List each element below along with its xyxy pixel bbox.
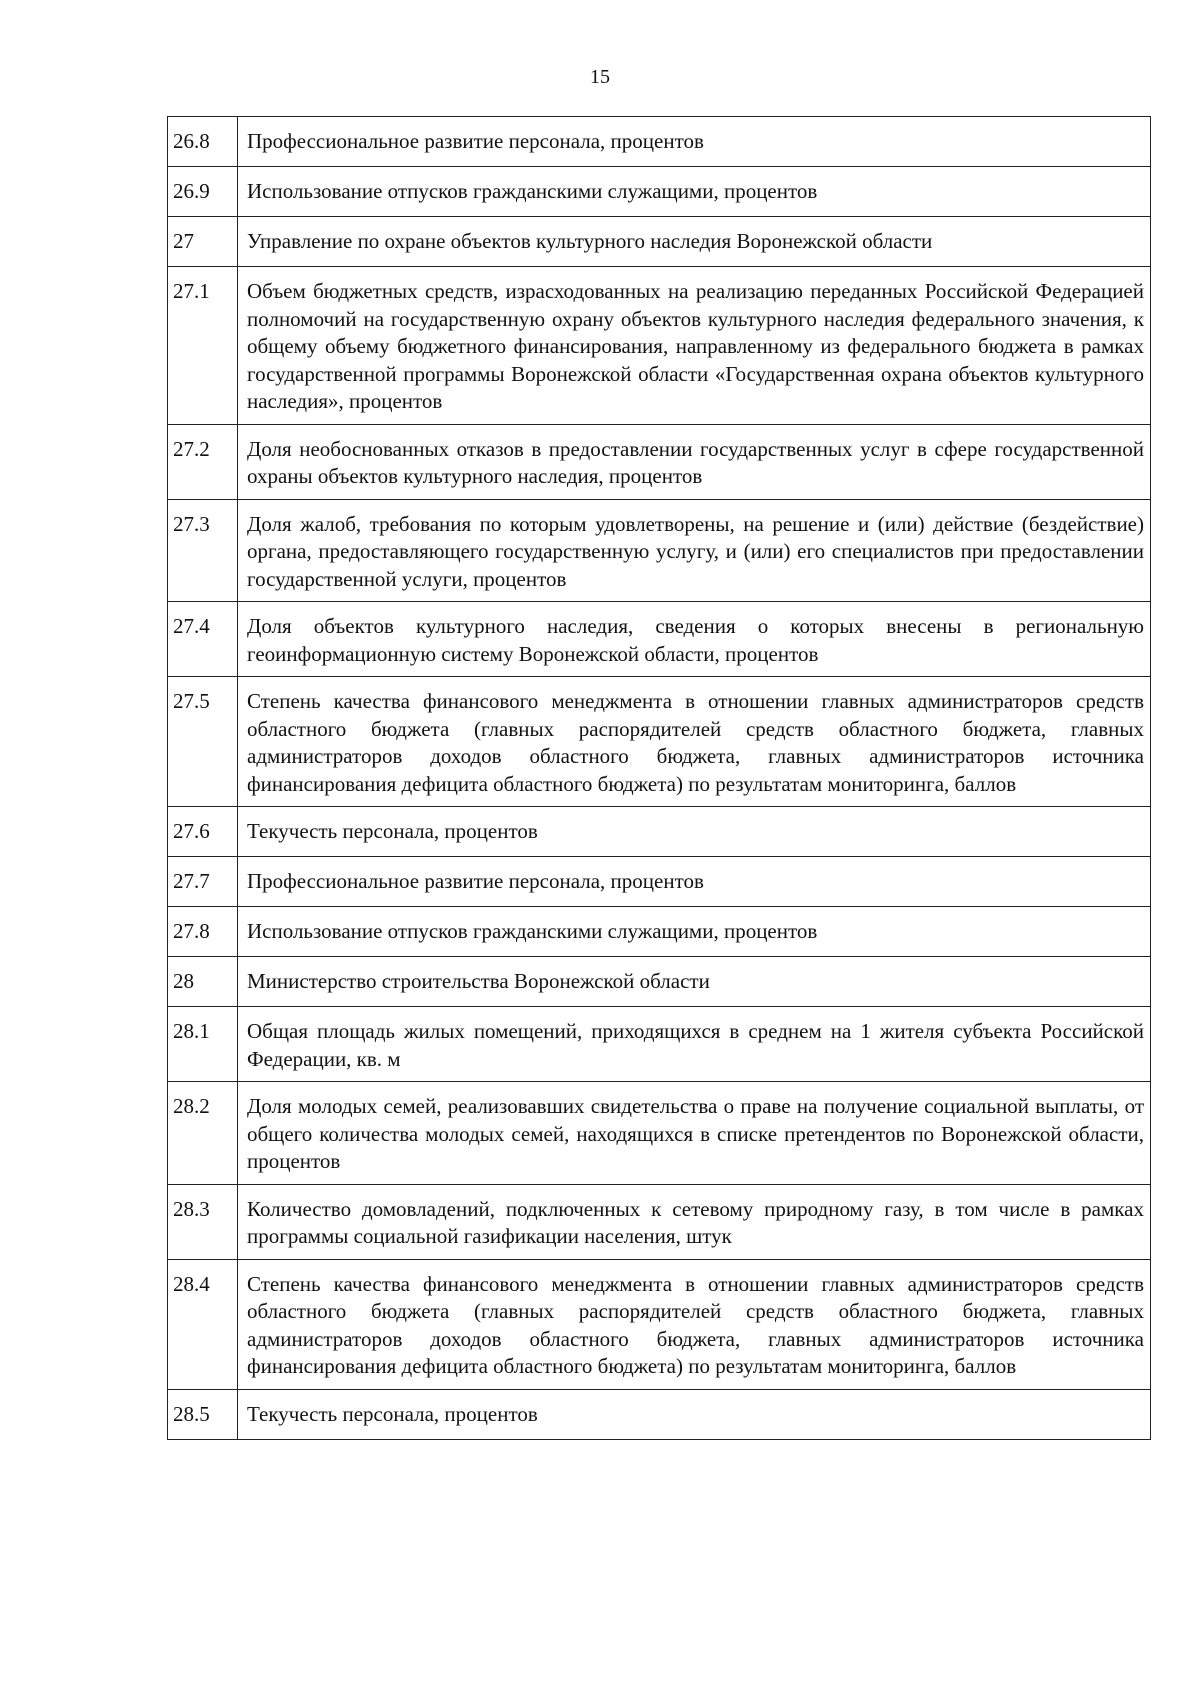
row-text: Профессиональное развитие персонала, процентов: [238, 117, 1151, 167]
row-number: 27: [168, 217, 238, 267]
row-number: 27.3: [168, 499, 238, 602]
row-number: 27.8: [168, 907, 238, 957]
table-row: [168, 499, 1151, 602]
row-text: Профессиональное развитие персонала, процентов: [238, 857, 1151, 907]
table-row: [168, 907, 1151, 957]
table-row: [168, 857, 1151, 907]
row-text: Доля необоснованных отказов в предоставлении государственных услуг в сфере государственной охраны объектов культурного наследия, процентов: [238, 424, 1151, 499]
row-text: Доля объектов культурного наследия, сведения о которых внесены в региональную геоинформационную систему Воронежской области, процентов: [238, 602, 1151, 677]
row-number: 28: [168, 957, 238, 1007]
row-number: 28.3: [168, 1184, 238, 1259]
table-row: [168, 807, 1151, 857]
row-text: Общая площадь жилых помещений, приходящихся в среднем на 1 жителя субъекта Российской Федерации, кв. м: [238, 1007, 1151, 1082]
row-text: Использование отпусков гражданскими служащими, процентов: [238, 907, 1151, 957]
table-row: [168, 1184, 1151, 1259]
table-row: [168, 1082, 1151, 1185]
table-row: [168, 1259, 1151, 1389]
row-number: 26.8: [168, 117, 238, 167]
indicators-table: [167, 116, 1151, 1440]
row-text: Доля жалоб, требования по которым удовлетворены, на решение и (или) действие (бездействие) органа, предоставляющего государственную услугу, и (или) его специалистов при предоставлении государственной услуги, процентов: [238, 499, 1151, 602]
table-row: [168, 1389, 1151, 1439]
row-number: 28.1: [168, 1007, 238, 1082]
table-row: [168, 117, 1151, 167]
row-text: Управление по охране объектов культурного наследия Воронежской области: [238, 217, 1151, 267]
row-number: 28.5: [168, 1389, 238, 1439]
row-text: Использование отпусков гражданскими служащими, процентов: [238, 167, 1151, 217]
table-row: [168, 602, 1151, 677]
row-text: Количество домовладений, подключенных к сетевому природному газу, в том числе в рамках программы социальной газификации населения, штук: [238, 1184, 1151, 1259]
row-number: 27.4: [168, 602, 238, 677]
row-text: Объем бюджетных средств, израсходованных на реализацию переданных Российской Федерацией полномочий на государственную охрану объектов культурного наследия федерального значения, к общему объему бюджетного финансирования, направленному из федерального бюджета в рамках государственной программы Воронежской области «Государственная охрана объектов культурного наследия», процентов: [238, 267, 1151, 425]
row-text: Текучесть персонала, процентов: [238, 1389, 1151, 1439]
table-row: [168, 1007, 1151, 1082]
table-row: [168, 957, 1151, 1007]
row-number: 27.2: [168, 424, 238, 499]
row-number: 26.9: [168, 167, 238, 217]
row-text: Текучесть персонала, процентов: [238, 807, 1151, 857]
table-row: [168, 677, 1151, 807]
row-text: Министерство строительства Воронежской области: [238, 957, 1151, 1007]
row-text: Доля молодых семей, реализовавших свидетельства о праве на получение социальной выплаты, от общего количества молодых семей, находящихся в списке претендентов по Воронежской области, процентов: [238, 1082, 1151, 1185]
page-number: 15: [590, 66, 610, 88]
table-row: [168, 267, 1151, 425]
row-number: 27.1: [168, 267, 238, 425]
table-row: [168, 167, 1151, 217]
row-number: 28.4: [168, 1259, 238, 1389]
table-row: [168, 217, 1151, 267]
row-text: Степень качества финансового менеджмента в отношении главных администраторов средств областного бюджета (главных распорядителей средств областного бюджета, главных администраторов доходов областного бюджета, главных администраторов источника финансирования дефицита областного бюджета) по результатам мониторинга, баллов: [238, 677, 1151, 807]
table-row: [168, 424, 1151, 499]
row-number: 27.5: [168, 677, 238, 807]
row-text: Степень качества финансового менеджмента в отношении главных администраторов средств областного бюджета (главных распорядителей средств областного бюджета, главных администраторов доходов областного бюджета, главных администраторов источника финансирования дефицита областного бюджета) по результатам мониторинга, баллов: [238, 1259, 1151, 1389]
row-number: 27.7: [168, 857, 238, 907]
row-number: 27.6: [168, 807, 238, 857]
row-number: 28.2: [168, 1082, 238, 1185]
